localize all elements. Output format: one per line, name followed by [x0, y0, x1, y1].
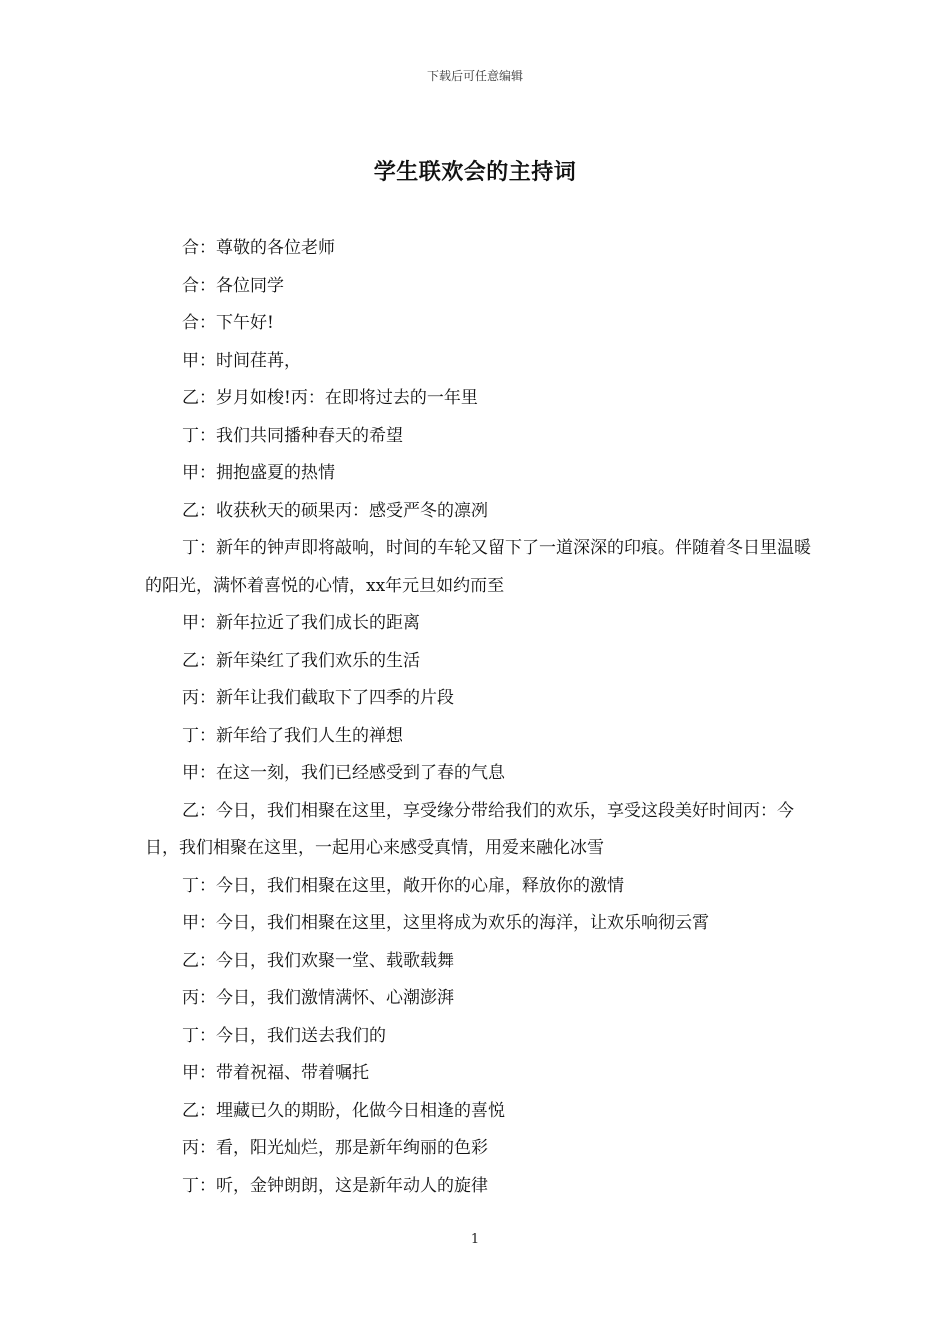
paragraph: 乙：新年染红了我们欢乐的生活	[182, 650, 420, 671]
paragraph: 乙：今日，我们欢聚一堂、载歌载舞	[182, 950, 454, 971]
document-body	[145, 230, 813, 1205]
paragraph: 甲：今日，我们相聚在这里，这里将成为欢乐的海洋，让欢乐响彻云霄	[182, 913, 709, 933]
document-title: 学生联欢会的主持词	[373, 159, 577, 185]
paragraph: 丁：今日，我们相聚在这里，敞开你的心扉，释放你的激情	[182, 875, 624, 896]
paragraph: 合：各位同学	[182, 275, 284, 296]
paragraph: 丙：看，阳光灿烂，那是新年绚丽的色彩	[182, 1138, 488, 1158]
paragraph: 甲：带着祝福、带着嘱托	[182, 1063, 369, 1083]
page-header-note: 下载后可任意编辑	[426, 69, 523, 83]
paragraph: 合：尊敬的各位老师	[182, 238, 335, 258]
paragraph: 乙：收获秋天的硕果丙：感受严冬的凛冽	[182, 500, 488, 521]
paragraph: 甲：拥抱盛夏的热情	[182, 463, 335, 483]
paragraph: 乙：埋藏已久的期盼，化做今日相逢的喜悦	[182, 1100, 505, 1121]
paragraph: 合：下午好!	[182, 313, 274, 333]
paragraph: 甲：在这一刻，我们已经感受到了春的气息	[182, 763, 505, 783]
paragraph: 甲：新年拉近了我们成长的距离	[182, 613, 420, 633]
paragraph: 丁：听，金钟朗朗，这是新年动人的旋律	[182, 1175, 488, 1196]
page-number: 1	[470, 1232, 480, 1247]
paragraph: 丁：今日，我们送去我们的	[182, 1025, 386, 1046]
paragraph: 甲：时间荏苒，	[182, 350, 301, 371]
paragraph: 丁：新年的钟声即将敲响，时间的车轮又留下了一道深深的印痕。伴随着冬日里温暖的阳光，满怀着喜悦的心情，xx年元旦如约而至	[145, 538, 811, 596]
paragraph: 乙：岁月如梭!丙：在即将过去的一年里	[182, 388, 478, 408]
paragraph: 乙：今日，我们相聚在这里，享受缘分带给我们的欢乐，享受这段美好时间丙：今日，我们相聚在这里，一起用心来感受真情，用爱来融化冰雪	[145, 800, 794, 858]
paragraph: 丙：新年让我们截取下了四季的片段	[182, 688, 454, 708]
paragraph: 丁：新年给了我们人生的禅想	[182, 725, 403, 746]
paragraph: 丁：我们共同播种春天的希望	[182, 425, 403, 446]
paragraph: 丙：今日，我们激情满怀、心潮澎湃	[182, 988, 454, 1008]
